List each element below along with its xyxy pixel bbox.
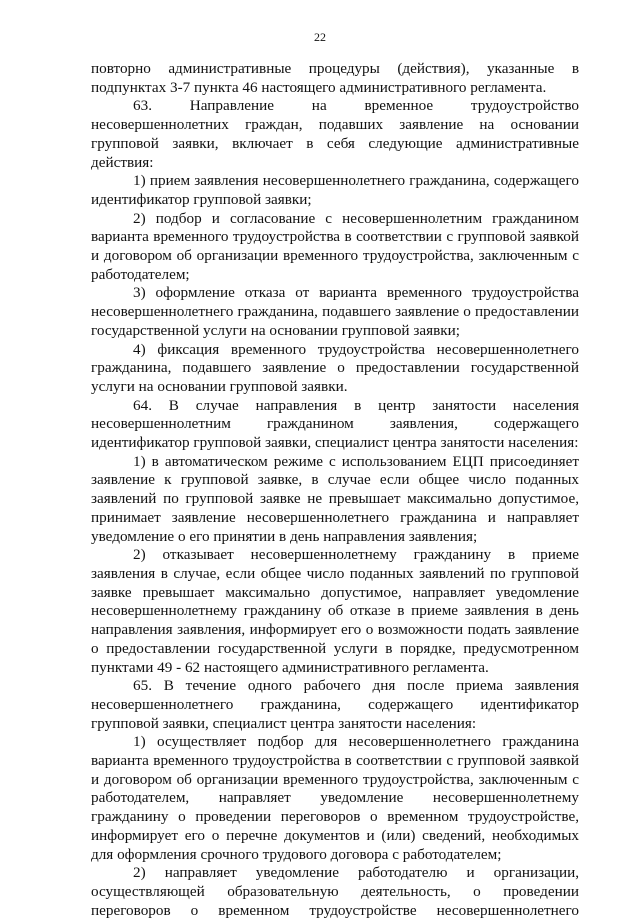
paragraph-63-item-2: 2) подбор и согласование с несовершеннолетним гражданином варианта временного трудоустройства в соответствии с групповой заявкой и договором об организации временного трудоустройства, заключенным с работодателем;	[91, 209, 579, 283]
paragraph-63-item-4: 4) фиксация временного трудоустройства несовершеннолетнего гражданина, подавшего заявление о предоставлении государственной услуги на основании групповой заявки.	[91, 340, 579, 395]
paragraph-64-item-1: 1) в автоматическом режиме с использованием ЕЦП присоединяет заявление к групповой заявке, в случае если общее число поданных заявлений по групповой заявке не превышает максимально допустимое, принимает заявление несовершеннолетнего гражданина и направляет уведомление о его принятии в день направления заявления;	[91, 452, 579, 545]
document-body	[91, 60, 579, 920]
paragraph-64-item-2: 2) отказывает несовершеннолетнему гражданину в приеме заявления в случае, если общее число поданных заявлений по групповой заявке превышает максимально допустимое, направляет уведомление несовершеннолетнему гражданину об отказе в приеме заявления в день направления заявления, информирует его о возможности подать заявление о предоставлении государственной услуги в порядке, предусмотренном пунктами 49 - 62 настоящего административного регламента.	[91, 546, 579, 676]
paragraph-63-item-1: 1) прием заявления несовершеннолетнего гражданина, содержащего идентификатор групповой заявки;	[91, 172, 579, 208]
page-number: 22	[314, 30, 326, 44]
paragraph-continuation: повторно административные процедуры (действия), указанные в подпунктах 3-7 пункта 46 настоящего административного регламента.	[91, 60, 579, 96]
paragraph-63-item-3: 3) оформление отказа от варианта временного трудоустройства несовершеннолетнего гражданина, подавшего заявление о предоставлении государственной услуги на основании групповой заявки;	[91, 284, 579, 339]
paragraph-65-item-2: 2) направляет уведомление работодателю и организации, осуществляющей образовательную деятельность, о проведении переговоров о временном трудоустройстве несовершеннолетнего	[91, 864, 579, 919]
paragraph-64: 64. В случае направления в центр занятости населения несовершеннолетним гражданином заявления, содержащего идентификатор групповой заявки, специалист центра занятости населения:	[91, 396, 579, 452]
paragraph-63: 63. Направление на временное трудоустройство несовершеннолетних граждан, подавших заявление на основании групповой заявки, включает в себя следующие административные действия:	[91, 97, 579, 171]
paragraph-65: 65. В течение одного рабочего дня после приема заявления несовершеннолетнего гражданина, содержащего идентификатор групповой заявки, специалист центра занятости населения:	[91, 677, 579, 732]
paragraph-65-item-1: 1) осуществляет подбор для несовершеннолетнего гражданина варианта временного трудоустройства в соответствии с групповой заявкой и договором об организации временного трудоустройства, заключенным с работодателем, направляет уведомление несовершеннолетнему гражданину о проведении переговоров о временном трудоустройстве, информирует его о перечне документов и (или) сведений, необходимых для оформления срочного трудового договора с работодателем;	[91, 733, 579, 863]
